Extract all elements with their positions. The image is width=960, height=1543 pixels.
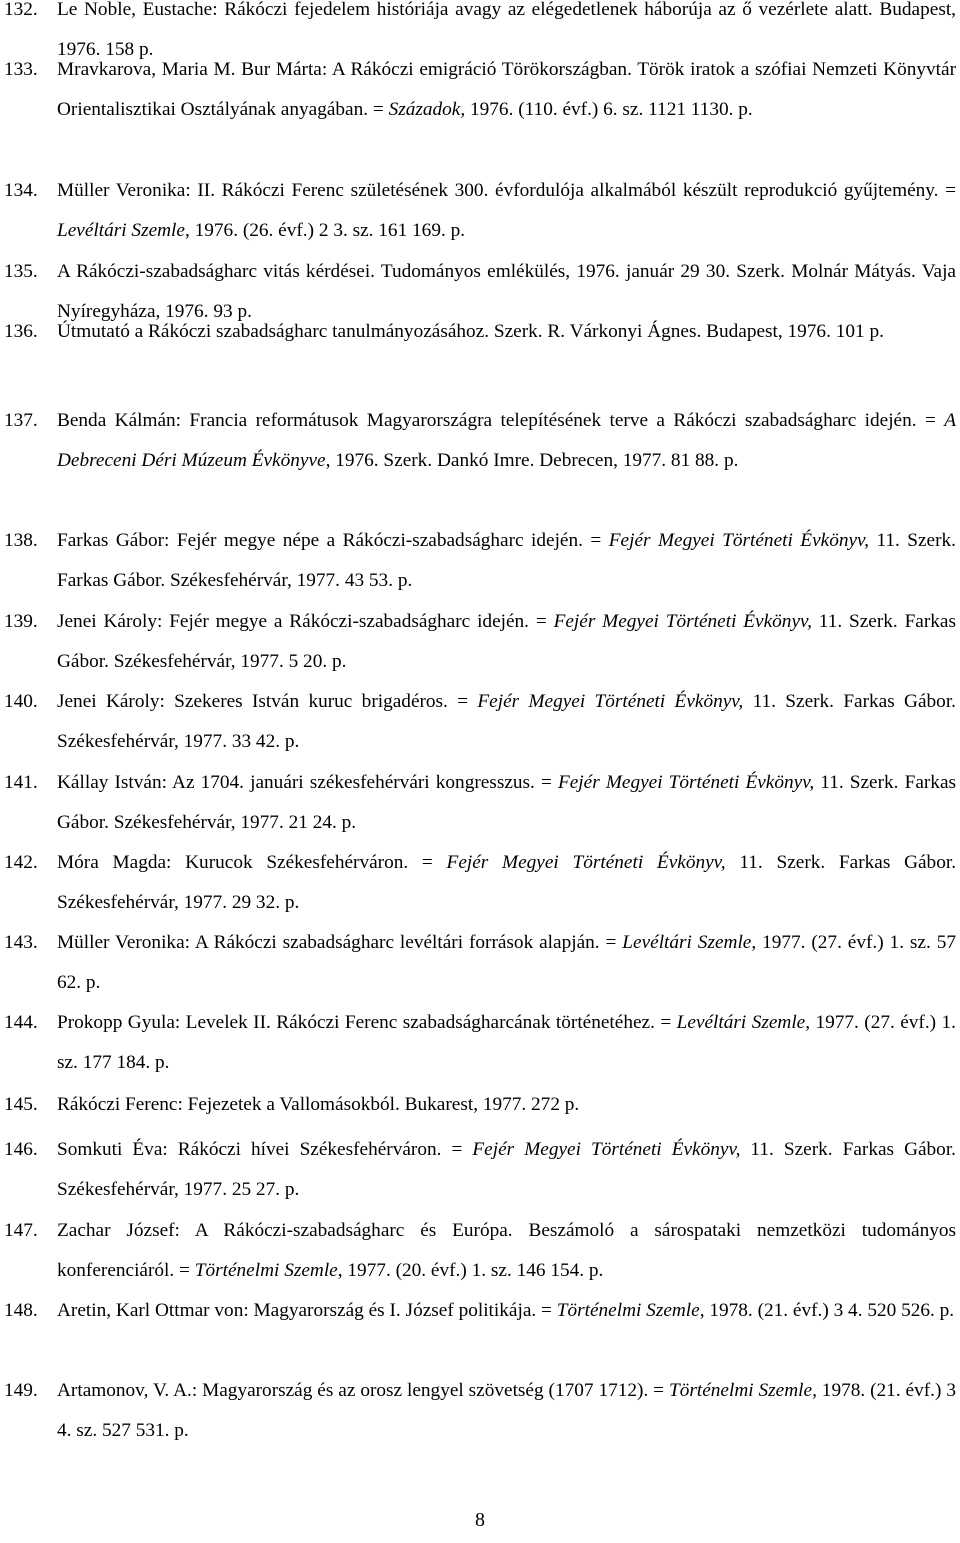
entry-number: 136. [4, 321, 38, 342]
entry-text [57, 521, 956, 601]
entry-text-run: Zachar József: A Rákóczi-szabadságharc és Európa. Beszámoló a sárospataki nemzetközi tudományos konferenciáról. = [57, 1220, 956, 1281]
entry-number: 133. [4, 59, 38, 80]
journal-title: Levéltári Szemle [57, 220, 185, 241]
bibliography-entry [4, 602, 956, 682]
entry-text-run: A Rákóczi-szabadságharc vitás kérdései. Tudományos emlékülés, 1976. január 29 30. Szerk. Molnár Mátyás. Vaja Nyíregyháza, 1976. 93 p. [57, 261, 956, 322]
journal-title: Fejér Megyei Történeti Évkönyv, [557, 772, 815, 793]
entry-text [57, 1003, 956, 1083]
entry-text-run: 11. Szerk. Farkas Gábor. Székesfehérvár, 1977. 43 53. p. [57, 530, 956, 591]
entry-number: 146. [4, 1139, 38, 1160]
entry-text-run: , 1976. Szerk. Dankó Imre. Debrecen, 1977. 81 88. p. [325, 450, 739, 471]
page-number: 8 [475, 1509, 485, 1531]
bibliography-entry [4, 312, 956, 352]
entry-text [57, 1130, 956, 1210]
entry-text-run: 1978. (21. évf.) 3 4. sz. 527 531. p. [57, 1380, 956, 1441]
entry-text-run: Farkas Gábor: Fejér megye népe a Rákóczi-szabadságharc idején. = [57, 530, 609, 551]
entry-text-run: , 1978. (21. évf.) 3 4. 520 526. p. [699, 1300, 955, 1321]
bibliography-entry [4, 521, 956, 601]
journal-title: Történelmi Szemle [556, 1300, 700, 1321]
entry-text-run: , 1977. (27. évf.) 1. sz. 57 62. p. [57, 932, 956, 993]
entry-text [57, 171, 956, 251]
journal-title: Levéltári Szemle [622, 932, 752, 953]
entry-text-run: Aretin, Karl Ottmar von: Magyarország és I. József politikája. = [57, 1300, 557, 1321]
entry-text [57, 1371, 956, 1451]
journal-title: A Debreceni Déri Múzeum Évkönyve [57, 410, 956, 471]
journal-title: Történelmi Szemle [194, 1260, 338, 1281]
entry-text [57, 843, 956, 923]
entry-number: 135. [4, 261, 38, 282]
journal-title: Fejér Megyei Történeti Évkönyv, [608, 530, 869, 551]
bibliography-entry [4, 1211, 956, 1291]
entry-number: 138. [4, 530, 38, 551]
bibliography-entry [4, 923, 956, 1003]
entry-text [57, 602, 956, 682]
entry-text-run: 11. Szerk. Farkas Gábor. Székesfehérvár, 1977. 29 32. p. [57, 852, 957, 913]
journal-title: Fejér Megyei Történeti Évkönyv, [446, 852, 726, 873]
entry-text-run: Le Noble, Eustache: Rákóczi fejedelem históriája avagy az elégedetlenek háborúja az ő vezérlete alatt. Budapest, 1976. 158 p. [57, 0, 956, 60]
entry-text-run: 11. Szerk. Farkas Gábor. Székesfehérvár, 1977. 25 27. p. [57, 1139, 957, 1200]
journal-title: Fejér Megyei Történeti Évkönyv, [472, 1139, 741, 1160]
entry-text-run: Prokopp Gyula: Levelek II. Rákóczi Ferenc szabadságharcának történetéhez. = [57, 1012, 677, 1033]
entry-number: 132. [4, 0, 38, 20]
entry-text-run: Rákóczi Ferenc: Fejezetek a Vallomásokból. Bukarest, 1977. 272 p. [57, 1094, 580, 1115]
entry-number: 147. [4, 1220, 38, 1241]
journal-title: Századok [388, 99, 461, 120]
journal-title: Levéltári Szemle [676, 1012, 806, 1033]
entry-number: 142. [4, 852, 38, 873]
journal-title: Fejér Megyei Történeti Évkönyv, [553, 611, 812, 632]
entry-text-run: 11. Szerk. Farkas Gábor. Székesfehérvár, 1977. 21 24. p. [57, 772, 957, 833]
entry-text [57, 1085, 956, 1125]
entry-number: 143. [4, 932, 38, 953]
bibliography-entry [4, 1291, 956, 1331]
entry-number: 139. [4, 611, 38, 632]
bibliography-entry [4, 50, 956, 130]
entry-text-run: , 1977. (27. évf.) 1. sz. 177 184. p. [57, 1012, 956, 1073]
bibliography-entry [4, 171, 956, 251]
entry-text [57, 312, 956, 352]
bibliography-entry [4, 1085, 956, 1125]
entry-number: 140. [4, 691, 38, 712]
entry-text-run: , 1976. (26. évf.) 2 3. sz. 161 169. p. [184, 220, 466, 241]
bibliography-entry [4, 843, 956, 923]
journal-title: Történelmi Szemle, [668, 1380, 817, 1401]
entry-number: 141. [4, 772, 38, 793]
bibliography-entry [4, 401, 956, 481]
bibliography-entry [4, 682, 956, 762]
entry-text [57, 401, 956, 481]
entry-text-run: Móra Magda: Kurucok Székesfehérváron. = [57, 852, 447, 873]
entry-number: 144. [4, 1012, 38, 1033]
entry-number: 148. [4, 1300, 38, 1321]
entry-text-run: Jenei Károly: Szekeres István kuruc brigadéros. = [57, 691, 478, 712]
bibliography-entry [4, 1130, 956, 1210]
entry-text-run: 11. Szerk. Farkas Gábor. Székesfehérvár, 1977. 5 20. p. [57, 611, 956, 672]
entry-number: 145. [4, 1094, 38, 1115]
entry-text-run: Somkuti Éva: Rákóczi hívei Székesfehérváron. = [57, 1139, 473, 1160]
entry-text-run: Müller Veronika: A Rákóczi szabadságharc levéltári források alapján. = [57, 932, 623, 953]
entry-text-run: Mravkarova, Maria M. Bur Márta: A Rákóczi emigráció Törökországban. Török iratok a szófiai Nemzeti Könyvtár Orientalisztikai Osztályának anyagában. = [57, 59, 956, 120]
entry-text-run: Müller Veronika: II. Rákóczi Ferenc születésének 300. évfordulója alkalmából készült reprodukció gyűjtemény. = [57, 180, 956, 201]
entry-text [57, 50, 956, 130]
entry-text-run: 11. Szerk. Farkas Gábor. Székesfehérvár, 1977. 33 42. p. [57, 691, 957, 752]
entry-text-run: Jenei Károly: Fejér megye a Rákóczi-szabadságharc idején. = [57, 611, 554, 632]
entry-text-run: , 1977. (20. évf.) 1. sz. 146 154. p. [337, 1260, 604, 1281]
journal-title: Fejér Megyei Történeti Évkönyv, [477, 691, 744, 712]
entry-text-run: Benda Kálmán: Francia reformátusok Magyarországra telepítésének terve a Rákóczi szabadságharc idején. = [57, 410, 945, 431]
entry-number: 134. [4, 180, 38, 201]
bibliography-entry [4, 1371, 956, 1451]
bibliography-entry [4, 763, 956, 843]
entry-text [57, 1291, 956, 1331]
entry-text [57, 763, 956, 843]
entry-number: 137. [4, 410, 38, 431]
entry-number: 149. [4, 1380, 38, 1401]
entry-text [57, 1211, 956, 1291]
entry-text-run: Kállay István: Az 1704. januári székesfehérvári kongresszus. = [57, 772, 558, 793]
entry-text [57, 923, 956, 1003]
entry-text-run: Artamonov, V. A.: Magyarország és az orosz lengyel szövetség (1707 1712). = [57, 1380, 669, 1401]
bibliography-entry [4, 1003, 956, 1083]
entry-text [57, 682, 956, 762]
entry-text-run: , 1976. (110. évf.) 6. sz. 1121 1130. p. [460, 99, 753, 120]
entry-text-run: Útmutató a Rákóczi szabadságharc tanulmányozásához. Szerk. R. Várkonyi Ágnes. Budapest, 1976. 101 p. [57, 321, 884, 342]
